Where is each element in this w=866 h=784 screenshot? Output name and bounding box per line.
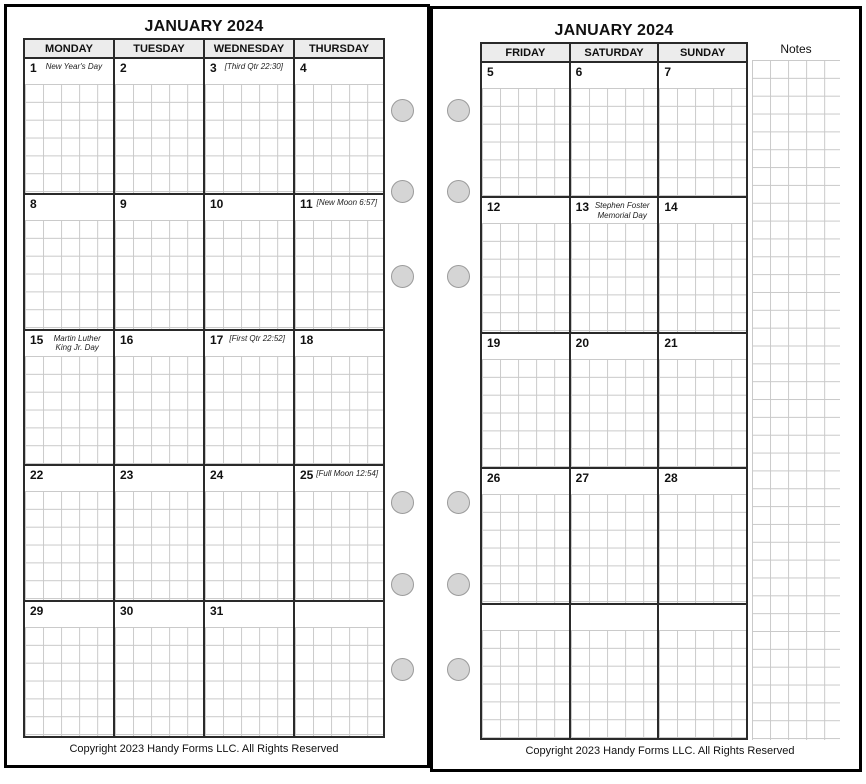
day-cell	[569, 334, 658, 467]
day-header-band	[205, 195, 293, 220]
writing-grid	[659, 494, 746, 602]
binder-hole	[447, 491, 470, 514]
writing-grid	[205, 84, 293, 193]
day-cell	[293, 602, 383, 736]
day-number: 11	[300, 196, 313, 211]
holiday-note	[576, 605, 658, 608]
day-header-band	[295, 59, 383, 84]
day-header-band	[25, 331, 113, 356]
writing-grid	[295, 491, 383, 600]
day-number: 29	[30, 604, 44, 619]
weekday-header: FRIDAY	[505, 46, 546, 59]
day-number: 25	[300, 468, 314, 483]
holiday-note	[589, 334, 657, 337]
writing-grid	[571, 88, 658, 196]
writing-grid	[571, 359, 658, 467]
day-number: 4	[300, 61, 307, 75]
page-title: JANUARY 2024	[554, 22, 674, 39]
writing-grid	[482, 359, 569, 467]
holiday-note	[127, 59, 203, 62]
writing-grid	[205, 491, 293, 600]
day-number: 28	[664, 471, 678, 486]
writing-grid	[571, 494, 658, 602]
writing-grid	[25, 491, 113, 600]
binder-hole	[391, 265, 414, 288]
day-header-band	[25, 466, 113, 491]
day-number: 9	[120, 196, 127, 211]
writing-grid	[25, 356, 113, 465]
day-cell	[113, 602, 203, 736]
day-header-band	[659, 63, 746, 88]
week-row	[25, 193, 383, 329]
day-cell	[203, 602, 293, 736]
writing-grid	[295, 220, 383, 329]
day-header-band	[25, 59, 113, 84]
day-cell	[203, 195, 293, 329]
day-header-band	[205, 602, 293, 627]
notes-label: Notes	[780, 42, 812, 56]
day-cell	[482, 198, 569, 331]
holiday-note	[671, 63, 746, 66]
day-header-band	[659, 334, 746, 359]
writing-grid	[482, 88, 569, 196]
weekday-header: SATURDAY	[569, 44, 658, 61]
day-number: 27	[575, 471, 590, 486]
holiday-note	[127, 195, 203, 198]
day-cell	[25, 195, 113, 329]
day-number: 14	[664, 200, 678, 215]
day-cell	[482, 63, 569, 196]
holiday-note	[43, 466, 113, 469]
holiday-note	[37, 195, 113, 198]
day-cell	[293, 195, 383, 329]
day-header-band	[25, 195, 113, 220]
holiday-note	[223, 466, 293, 469]
day-header-band	[571, 63, 658, 88]
day-header-band	[571, 198, 658, 223]
day-cell	[293, 59, 383, 193]
calendar-body	[25, 59, 383, 736]
holiday-note	[678, 334, 746, 337]
writing-grid	[482, 630, 569, 738]
holiday-note	[133, 466, 203, 469]
day-number: 19	[487, 335, 501, 350]
day-number: 8	[30, 196, 37, 211]
calendar-table-fri-sun	[480, 42, 748, 740]
day-number: 5	[487, 65, 494, 79]
binder-hole	[447, 180, 470, 203]
binder-hole	[447, 573, 470, 596]
week-row	[25, 329, 383, 465]
holiday-note: [Full Moon 12:54]	[316, 469, 379, 479]
binder-hole	[391, 658, 414, 681]
day-cell	[569, 605, 658, 738]
day-header-band	[115, 602, 203, 627]
day-cell	[569, 198, 658, 331]
day-cell	[657, 469, 746, 602]
day-header-band	[659, 469, 746, 494]
writing-grid	[659, 88, 746, 196]
left-page	[4, 4, 430, 768]
day-cell	[482, 334, 569, 467]
day-header-band	[25, 602, 113, 627]
day-header-band	[115, 59, 203, 84]
day-number: 30	[120, 604, 134, 619]
writing-grid	[482, 223, 569, 331]
binder-hole	[447, 265, 470, 288]
writing-grid	[482, 494, 569, 602]
holiday-note	[307, 59, 383, 62]
writing-grid	[295, 356, 383, 465]
day-cell	[25, 331, 113, 465]
binder-hole	[391, 491, 414, 514]
holiday-note	[678, 198, 746, 201]
day-cell	[113, 195, 203, 329]
weekday-header: MONDAY	[45, 42, 93, 55]
copyright-line: Copyright 2023 Handy Forms LLC. All Rights Reserved	[69, 743, 339, 755]
writing-grid	[571, 630, 658, 738]
writing-grid	[25, 627, 113, 736]
holiday-note	[133, 602, 203, 605]
week-row	[482, 332, 746, 467]
day-cell	[113, 59, 203, 193]
writing-grid	[295, 84, 383, 193]
day-number: 3	[210, 61, 217, 75]
day-cell	[657, 605, 746, 738]
day-header-band	[482, 63, 569, 88]
day-header-band	[295, 466, 383, 491]
day-number: 6	[575, 65, 583, 79]
holiday-note: [Third Qtr 22:30]	[224, 62, 283, 71]
week-row	[482, 63, 746, 196]
day-cell	[113, 331, 203, 465]
day-cell	[203, 331, 293, 465]
day-header-band	[115, 331, 203, 356]
week-row	[25, 59, 383, 193]
day-number: 13	[575, 200, 590, 215]
week-row	[25, 464, 383, 600]
weekday-header: SUNDAY	[657, 44, 746, 61]
holiday-note	[223, 602, 293, 605]
day-number: 12	[487, 200, 501, 215]
calendar-body	[482, 63, 746, 738]
holiday-note	[664, 605, 746, 608]
copyright-line: Copyright 2023 Handy Forms LLC. All Rights Reserved	[525, 745, 795, 757]
holiday-note	[133, 331, 203, 334]
day-cell	[657, 198, 746, 331]
day-header-band	[571, 334, 658, 359]
weekday-header: TUESDAY	[113, 40, 203, 57]
day-cell	[25, 466, 113, 600]
day-cell	[113, 466, 203, 600]
writing-grid	[571, 223, 658, 331]
day-header-band	[659, 605, 746, 630]
day-header-band	[482, 334, 569, 359]
day-header-band	[482, 605, 569, 630]
day-header-band	[295, 195, 383, 220]
holiday-note	[313, 331, 383, 334]
day-header-band	[115, 466, 203, 491]
week-row	[482, 467, 746, 602]
day-number: 31	[210, 604, 224, 619]
day-header-band	[571, 469, 658, 494]
weekday-header: WEDNESDAY	[203, 40, 293, 57]
holiday-note: [New Moon 6:57]	[316, 197, 378, 207]
holiday-note	[300, 602, 383, 605]
writing-grid	[205, 356, 293, 465]
week-row	[482, 196, 746, 331]
day-number: 2	[120, 61, 127, 75]
holiday-note: Martin Luther King Jr. Day	[53, 333, 101, 353]
writing-grid	[115, 491, 203, 600]
binder-hole	[447, 99, 470, 122]
writing-grid	[659, 359, 746, 467]
day-number: 7	[664, 65, 672, 79]
holiday-note	[582, 63, 657, 66]
holiday-note	[487, 605, 569, 608]
holiday-note	[500, 198, 568, 201]
holiday-note: Stephen Foster Memorial Day	[594, 201, 650, 220]
day-header-band	[295, 602, 383, 627]
holiday-note	[589, 469, 657, 472]
day-number: 16	[120, 332, 134, 347]
day-header-band	[205, 59, 293, 84]
day-cell	[203, 466, 293, 600]
day-header-band	[115, 195, 203, 220]
holiday-note	[494, 63, 569, 66]
day-cell	[569, 469, 658, 602]
day-number: 18	[300, 332, 314, 347]
weekday-header-row	[25, 40, 383, 59]
day-header-band	[482, 198, 569, 223]
day-cell	[293, 331, 383, 465]
day-number: 26	[487, 471, 501, 486]
day-header-band	[295, 331, 383, 356]
day-number: 1	[30, 61, 37, 75]
day-cell	[482, 605, 569, 738]
binder-hole	[391, 180, 414, 203]
day-header-band	[205, 466, 293, 491]
day-header-band	[571, 605, 658, 630]
day-header-band	[482, 469, 569, 494]
page-title: JANUARY 2024	[144, 18, 264, 35]
day-number: 21	[664, 335, 678, 350]
day-number: 10	[210, 196, 224, 211]
day-cell	[203, 59, 293, 193]
day-cell	[657, 334, 746, 467]
week-row	[482, 603, 746, 738]
writing-grid	[25, 84, 113, 193]
binder-hole	[447, 658, 470, 681]
day-cell	[657, 63, 746, 196]
holiday-note	[500, 334, 568, 337]
writing-grid	[659, 223, 746, 331]
day-header-band	[205, 331, 293, 356]
day-number: 15	[30, 332, 44, 347]
holiday-note	[678, 469, 746, 472]
binder-hole	[391, 99, 414, 122]
writing-grid	[115, 627, 203, 736]
writing-grid	[205, 220, 293, 329]
day-cell	[569, 63, 658, 196]
day-number: 22	[30, 468, 44, 483]
calendar-table-mon-thu	[23, 38, 385, 738]
day-cell	[25, 59, 113, 193]
holiday-note: New Year's Day	[45, 62, 103, 71]
writing-grid	[115, 84, 203, 193]
holiday-note	[43, 602, 113, 605]
weekday-header-row	[482, 44, 746, 63]
day-number: 23	[120, 468, 134, 483]
day-number: 24	[210, 468, 224, 483]
writing-grid	[205, 627, 293, 736]
weekday-header: THURSDAY	[293, 40, 383, 57]
binder-hole	[391, 573, 414, 596]
day-cell	[25, 602, 113, 736]
writing-grid	[659, 630, 746, 738]
day-cell	[482, 469, 569, 602]
week-row	[25, 600, 383, 736]
writing-grid	[25, 220, 113, 329]
day-number: 20	[575, 335, 590, 350]
day-header-band	[659, 198, 746, 223]
notes-writing-grid	[752, 60, 840, 740]
writing-grid	[295, 627, 383, 736]
right-page	[430, 6, 862, 772]
holiday-note	[500, 469, 568, 472]
day-number: 17	[210, 332, 224, 347]
writing-grid	[115, 356, 203, 465]
writing-grid	[115, 220, 203, 329]
day-cell	[293, 466, 383, 600]
holiday-note	[223, 195, 293, 198]
holiday-note: [First Qtr 22:52]	[229, 333, 285, 343]
